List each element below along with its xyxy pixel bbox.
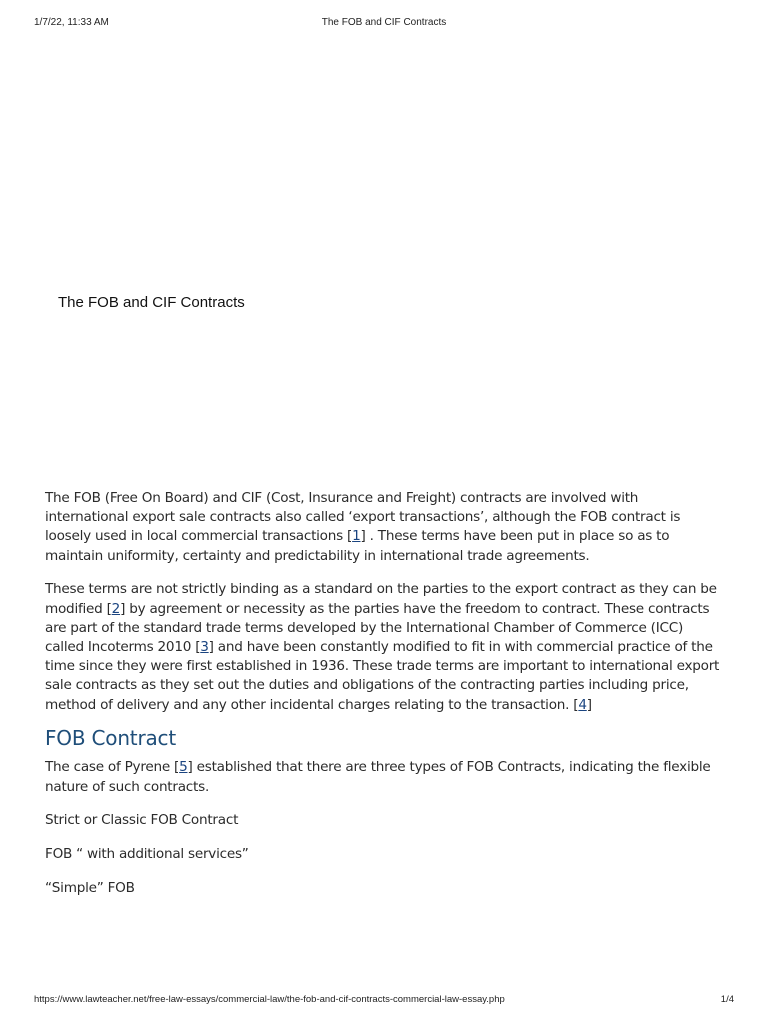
footnote-link-4[interactable]: 4 [578, 696, 587, 713]
paragraph-text: by agreement or necessity as the parties have the freedom to contract. These contracts are part of the standard trade terms developed by the International Chamber of Commerce (ICC) called Incoterms 2010 [45, 600, 710, 655]
page-number: 1/4 [720, 994, 734, 1005]
page-url: https://www.lawteacher.net/free-law-essays/commercial-law/the-fob-and-cif-contracts-commercial-law-essay.php [34, 994, 505, 1005]
paragraph-pyrene: The case of Pyrene [5] established that there are three types of FOB Contracts, indicating the flexible nature of such contracts. [45, 759, 711, 795]
footnote-link-1[interactable]: 1 [352, 528, 361, 545]
fob-type-additional-services: FOB “ with additional services” [45, 846, 249, 863]
section-heading-fob-contract: FOB Contract [45, 726, 176, 751]
print-datetime: 1/7/22, 11:33 AM [34, 17, 109, 28]
footnote-link-5[interactable]: 5 [179, 759, 188, 776]
fob-type-simple: “Simple” FOB [45, 879, 135, 896]
footnote-link-3[interactable]: 3 [200, 638, 209, 655]
print-footer [34, 994, 734, 1008]
article-body [45, 489, 725, 912]
paragraph-text: The FOB (Free On Board) and CIF (Cost, Insurance and Freight) contracts are involved with international export sale contracts also called ‘export transactions’, although the FOB contract is loosely used in local commercial transactions [45, 490, 681, 545]
paragraph-text: and have been constantly modified to fit in with commercial practice of the time since they were first established in 1936. These trade terms are important to international export sale contracts as they set out the duties and obligations of the contracting parties including price, method of delivery and any other incidental charges relating to the transaction. [45, 638, 720, 713]
paragraph-text: . These terms have been put in place so as to maintain uniformity, certainty and predictability in international trade agreements. [45, 528, 670, 564]
print-header [34, 17, 734, 31]
paragraph-incoterms: These terms are not strictly binding as a standard on the parties to the export contract as they can be modified [2] by agreement or necessity as the parties have the freedom to contract. These contracts are part of the standard trade terms developed by the International Chamber of Commerce (ICC) called Incoterms 2010 [3] and have been constantly modified to fit in with commercial practice of the time since they were first established in 1936. These trade terms are important to international export sale contracts as they set out the duties and obligations of the contracting parties including price, method of delivery and any other incidental charges relating to the transaction. [4] [45, 581, 720, 713]
footnote-link-2[interactable]: 2 [111, 600, 121, 617]
paragraph-text: established that there are three types of FOB Contracts, indicating the flexible nature of such contracts. [45, 759, 711, 795]
paragraph-intro: The FOB (Free On Board) and CIF (Cost, Insurance and Freight) contracts are involved with international export sale contracts also called ‘export transactions’, although the FOB contract is loosely used in local commercial transactions [1] . These terms have been put in place so as to maintain uniformity, certainty and predictability in international trade agreements. [45, 490, 681, 564]
paragraph-text: The case of Pyrene [45, 759, 175, 776]
print-page-title: The FOB and CIF Contracts [321, 17, 447, 28]
fob-type-strict: Strict or Classic FOB Contract [45, 812, 239, 829]
document-title: The FOB and CIF Contracts [58, 294, 245, 311]
paragraph-text: These terms are not strictly binding as a standard on the parties to the export contract as they can be modified [45, 581, 717, 617]
